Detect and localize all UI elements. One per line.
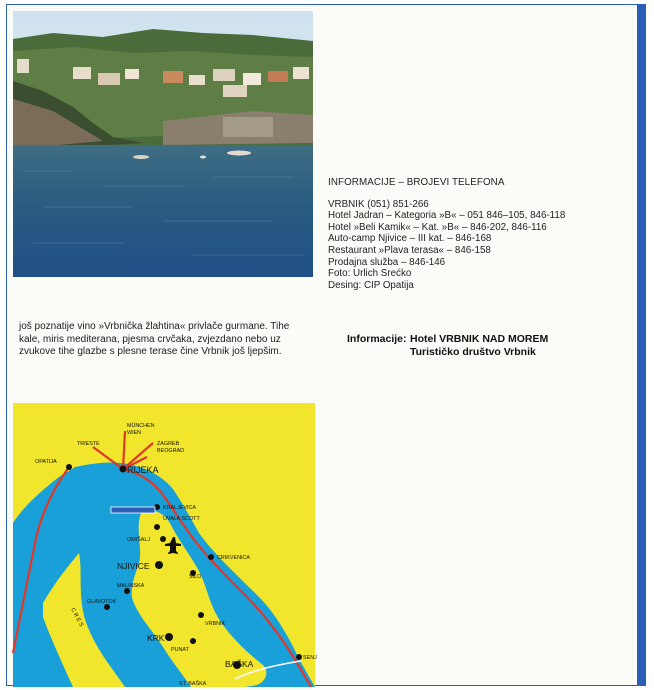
map-label-munchen: MÜNCHEN xyxy=(127,423,155,429)
map-label-opatija: OPATIJA xyxy=(35,459,57,465)
contact-hotel: Hotel VRBNIK NAD MOREM xyxy=(410,333,549,345)
contact-label: Informacije: xyxy=(347,333,407,345)
vrbnik-coast-photo xyxy=(13,11,313,277)
map-label-krk: KRK xyxy=(147,633,165,643)
map-label-punat: PUNAT xyxy=(171,647,189,653)
map-label-kraljevica: KRALJEVICA xyxy=(163,505,196,511)
map-label-vrbnik: VRBNIK xyxy=(205,621,226,627)
contact-tourist-board: Turističko društvo Vrbnik xyxy=(410,346,536,358)
info-line: Prodajna služba – 846-146 xyxy=(328,256,446,268)
map-label-uvala-scott: UVALA SCOTT xyxy=(163,516,200,522)
brochure-page xyxy=(6,4,646,686)
map-label-senj: SENJ xyxy=(303,655,317,661)
map-label-glavotok: GLAVOTOK xyxy=(87,599,117,605)
info-line: Hotel Jadran – Kategoria »B« – 051 846–105, 846-118 xyxy=(328,210,566,222)
map-label-njivice: NJIVICE xyxy=(117,561,150,571)
info-line: Restaurant »Plava terasa« – 846-158 xyxy=(328,244,491,256)
info-line: Hotel »Beli Kamik« – Kat. »B« – 846-202, 846-116 xyxy=(328,221,547,233)
map-label-omisalj: OMIŠALJ xyxy=(127,537,151,543)
info-line: VRBNIK (051) 851-266 xyxy=(328,198,429,210)
map-label-crikvenica: CRIKVENICA xyxy=(217,555,250,561)
info-line: Auto-camp Njivice – III kat. – 846-168 xyxy=(328,233,492,245)
info-line: Foto: Urlich Srećko xyxy=(328,268,412,280)
intro-text xyxy=(19,321,309,359)
map-label-coast-letters: C R E S xyxy=(69,607,85,628)
info-line: Desing: CIP Opatija xyxy=(328,279,414,291)
map-label-beograd: BEOGRAD xyxy=(157,448,184,454)
contact-block xyxy=(347,333,548,359)
map-label-zagreb: ZAGREB xyxy=(157,441,180,447)
map-label-malinska: MALINSKA xyxy=(117,583,145,589)
krk-bridge xyxy=(111,507,155,513)
map-label-silo: SILO xyxy=(189,574,202,580)
info-block xyxy=(328,177,565,291)
krk-island-map xyxy=(13,403,315,687)
map-label-st-baska: ST. BAŠKA xyxy=(179,681,207,687)
info-heading: INFORMACIJE – BROJEVI TELEFONA xyxy=(328,177,505,188)
map-label-wien: WIEN xyxy=(127,430,142,436)
map-label-baska: BAŠKA xyxy=(225,659,254,669)
map-label-rijeka: RIJEKA xyxy=(127,465,159,475)
map-label-trieste: TRIESTE xyxy=(77,441,100,447)
intro-paragraph: još poznatije vino »Vrbnička žlahtina« privlače gurmane. Tihe kale, miris mediterana, pjesma crvčaka, zvjezdano nebo uz zvukove tihe glazbe s plesne terase čine Vrbnik još ljepšim. xyxy=(19,321,290,358)
blue-edge-strip xyxy=(637,5,645,685)
